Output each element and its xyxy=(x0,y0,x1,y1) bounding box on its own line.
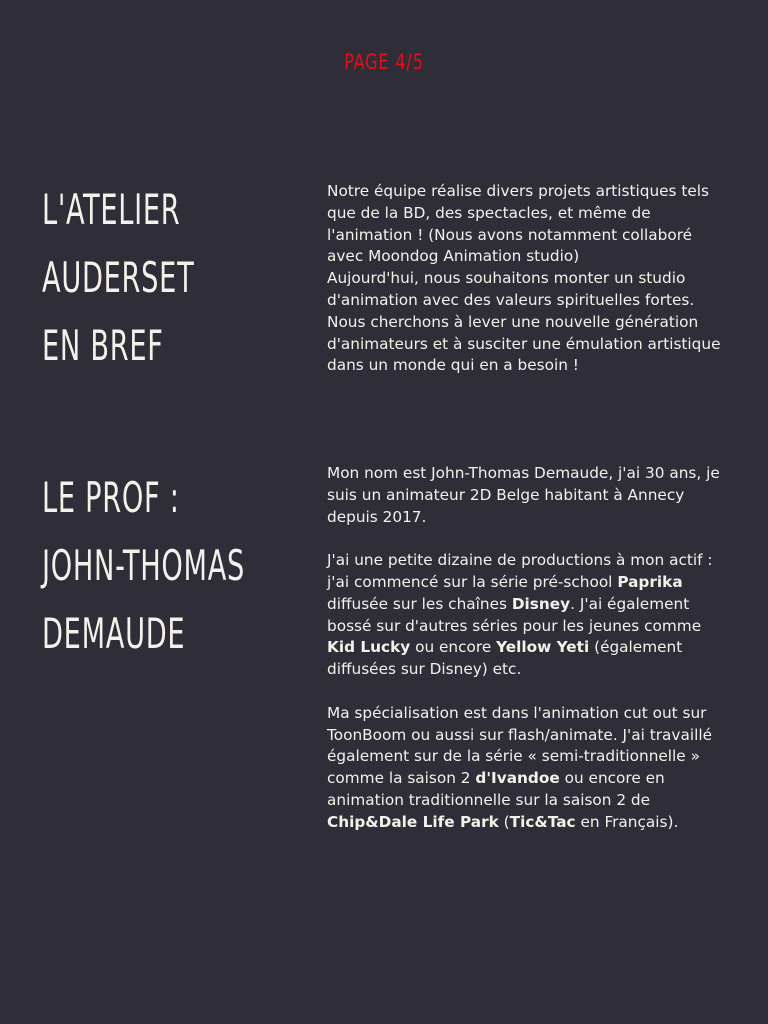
show-paprika: Paprika xyxy=(617,572,683,591)
atelier-paragraph-1: Notre équipe réalise divers projets artistiques tels que de la BD, des spectacles, et même de l'animation ! (Nous avons notamment collaboré avec Moondog Animation studio) xyxy=(327,182,710,266)
page-number: PAGE 4/5 xyxy=(344,50,424,74)
prof-heading-line-3: DEMAUDE xyxy=(42,609,186,658)
prof-body xyxy=(306,463,731,834)
atelier-heading-line-1: L'ATELIER xyxy=(42,185,181,234)
atelier-heading-line-3: EN BREF xyxy=(42,321,164,370)
prof-heading xyxy=(42,464,246,668)
prof-paragraph-1: Mon nom est John-Thomas Demaude, j'ai 30 ans, je suis un animateur 2D Belge habitant à Annecy depuis 2017. xyxy=(327,464,720,526)
show-kid-lucky: Kid Lucky xyxy=(327,638,411,657)
show-tic-tac: Tic&Tac xyxy=(509,812,576,831)
prof-paragraph-2: J'ai une petite dizaine de productions à mon actif : j'ai commencé sur la série pré-school Paprika diffusée sur les chaînes Disney. J'ai également bossé sur d'autres séries pour les jeunes comme Kid Lucky ou encore Yellow Yeti (également diffusées sur Disney) etc. xyxy=(327,551,713,679)
atelier-heading-line-2: AUDERSET xyxy=(42,253,195,302)
atelier-paragraph-2: Aujourd'hui, nous souhaitons monter un studio d'animation avec des valeurs spirituelles fortes. Nous cherchons à lever une nouvelle génération d'animateurs et à susciter une émulation artistique dans un monde qui en a besoin ! xyxy=(327,269,721,375)
prof-heading-line-1: LE PROF : xyxy=(42,473,180,522)
show-yellow-yeti: Yellow Yeti xyxy=(496,638,590,657)
atelier-body xyxy=(306,181,731,377)
prof-paragraph-3: Ma spécialisation est dans l'animation cut out sur ToonBoom ou aussi sur flash/animate. J'ai travaillé également sur de la série « semi-traditionnelle » comme la saison 2 d'Ivandoe ou encore en animation traditionnelle sur la saison 2 de Chip&Dale Life Park (Tic&Tac en Français). xyxy=(327,703,712,831)
atelier-heading xyxy=(42,176,215,380)
channel-disney: Disney xyxy=(511,594,571,613)
prof-heading-line-2: JOHN-THOMAS xyxy=(42,541,246,590)
show-chip-dale: Chip&Dale Life Park xyxy=(327,812,499,831)
show-ivandoe: d'Ivandoe xyxy=(475,769,560,788)
